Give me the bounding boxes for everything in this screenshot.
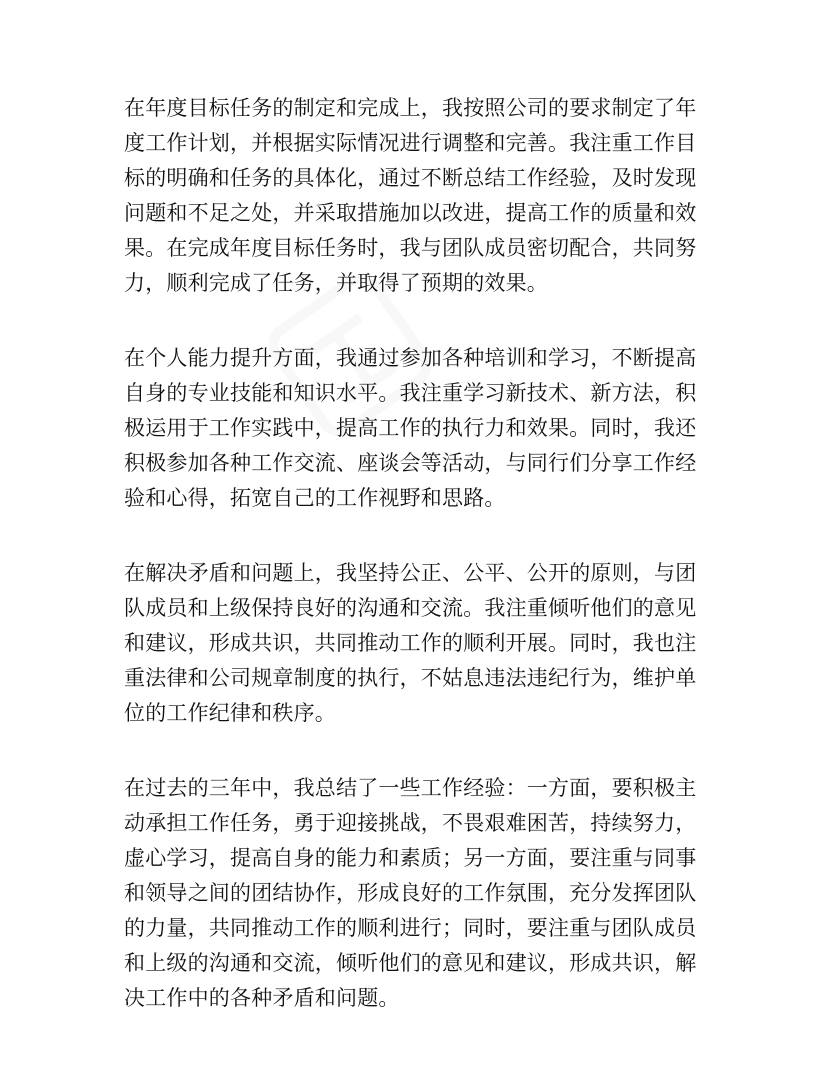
paragraph-line: 度工作计划，并根据实际情况进行调整和完善。我注重工作目 xyxy=(124,131,697,155)
paragraph-line: 动承担工作任务，勇于迎接挑战，不畏艰难困苦，持续努力， xyxy=(124,811,697,835)
paragraph-line: 虚心学习，提高自身的能力和素质；另一方面，要注重与同事 xyxy=(124,846,697,870)
paragraph-line: 在解决矛盾和问题上，我坚持公正、公平、公开的原则，与团 xyxy=(124,561,697,585)
paragraph-line: 决工作中的各种矛盾和问题。 xyxy=(124,986,400,1010)
paragraph-line: 和上级的沟通和交流，倾听他们的意见和建议，形成共识，解 xyxy=(124,951,697,975)
paragraph-line: 在年度目标任务的制定和完成上，我按照公司的要求制定了年 xyxy=(124,96,697,120)
paragraph-line: 自身的专业技能和知识水平。我注重学习新技术、新方法，积 xyxy=(124,381,697,405)
paragraph-line: 极运用于工作实践中，提高工作的执行力和效果。同时，我还 xyxy=(124,416,697,440)
paragraph-line: 标的明确和任务的具体化，通过不断总结工作经验，及时发现 xyxy=(124,166,697,190)
paragraph-line: 和领导之间的团结协作，形成良好的工作氛围，充分发挥团队 xyxy=(124,881,697,905)
paragraph-line: 位的工作纪律和秩序。 xyxy=(124,701,336,725)
paragraph-line: 的力量，共同推动工作的顺利进行；同时，要注重与团队成员 xyxy=(124,916,697,940)
paragraph-4 xyxy=(124,771,714,1016)
paragraph-line: 积极参加各种工作交流、座谈会等活动，与同行们分享工作经 xyxy=(124,451,697,475)
paragraph-3 xyxy=(124,556,714,731)
paragraph-2 xyxy=(124,341,714,516)
paragraph-line: 验和心得，拓宽自己的工作视野和思路。 xyxy=(124,486,506,510)
paragraph-line: 在过去的三年中，我总结了一些工作经验：一方面，要积极主 xyxy=(124,776,697,800)
paragraph-line: 在个人能力提升方面，我通过参加各种培训和学习，不断提高 xyxy=(124,346,697,370)
paragraph-line: 力，顺利完成了任务，并取得了预期的效果。 xyxy=(124,271,548,295)
paragraph-line: 队成员和上级保持良好的沟通和交流。我注重倾听他们的意见 xyxy=(124,596,697,620)
paragraph-line: 和建议，形成共识，共同推动工作的顺利开展。同时，我也注 xyxy=(124,631,697,655)
paragraph-line: 重法律和公司规章制度的执行，不姑息违法违纪行为，维护单 xyxy=(124,666,697,690)
document-body xyxy=(124,91,714,1056)
paragraph-line: 问题和不足之处，并采取措施加以改进，提高工作的质量和效 xyxy=(124,201,697,225)
paragraph-1 xyxy=(124,91,714,301)
paragraph-line: 果。在完成年度目标任务时，我与团队成员密切配合，共同努 xyxy=(124,236,697,260)
